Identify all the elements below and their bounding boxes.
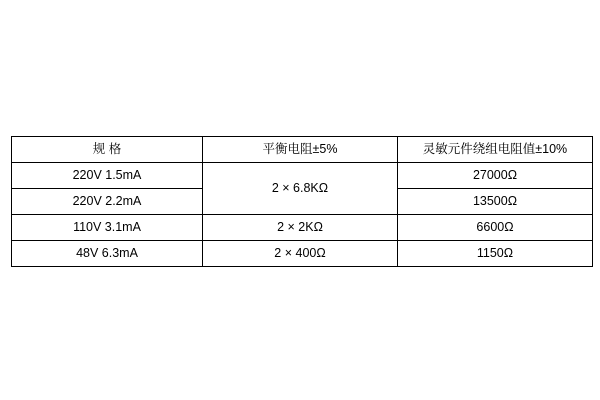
- cell-spec: 220V 2.2mA: [12, 189, 203, 215]
- specification-table: [11, 136, 593, 267]
- table-row: [12, 215, 593, 241]
- cell-sensitive-resistance: 1150Ω: [398, 241, 593, 267]
- table-header-row: [12, 137, 593, 163]
- cell-sensitive-resistance: 27000Ω: [398, 163, 593, 189]
- table-row: [12, 241, 593, 267]
- cell-spec: 48V 6.3mA: [12, 241, 203, 267]
- column-header-sensitive-element-resistance: 灵敏元件绕组电阻值±10%: [398, 137, 593, 163]
- table-row: [12, 163, 593, 189]
- cell-balance-resistance: 2 × 400Ω: [203, 241, 398, 267]
- cell-sensitive-resistance: 13500Ω: [398, 189, 593, 215]
- column-header-spec: 规 格: [12, 137, 203, 163]
- cell-balance-resistance: 2 × 2KΩ: [203, 215, 398, 241]
- cell-spec: 110V 3.1mA: [12, 215, 203, 241]
- cell-spec: 220V 1.5mA: [12, 163, 203, 189]
- cell-balance-resistance: 2 × 6.8KΩ: [203, 163, 398, 215]
- column-header-balance-resistance: 平衡电阻±5%: [203, 137, 398, 163]
- cell-sensitive-resistance: 6600Ω: [398, 215, 593, 241]
